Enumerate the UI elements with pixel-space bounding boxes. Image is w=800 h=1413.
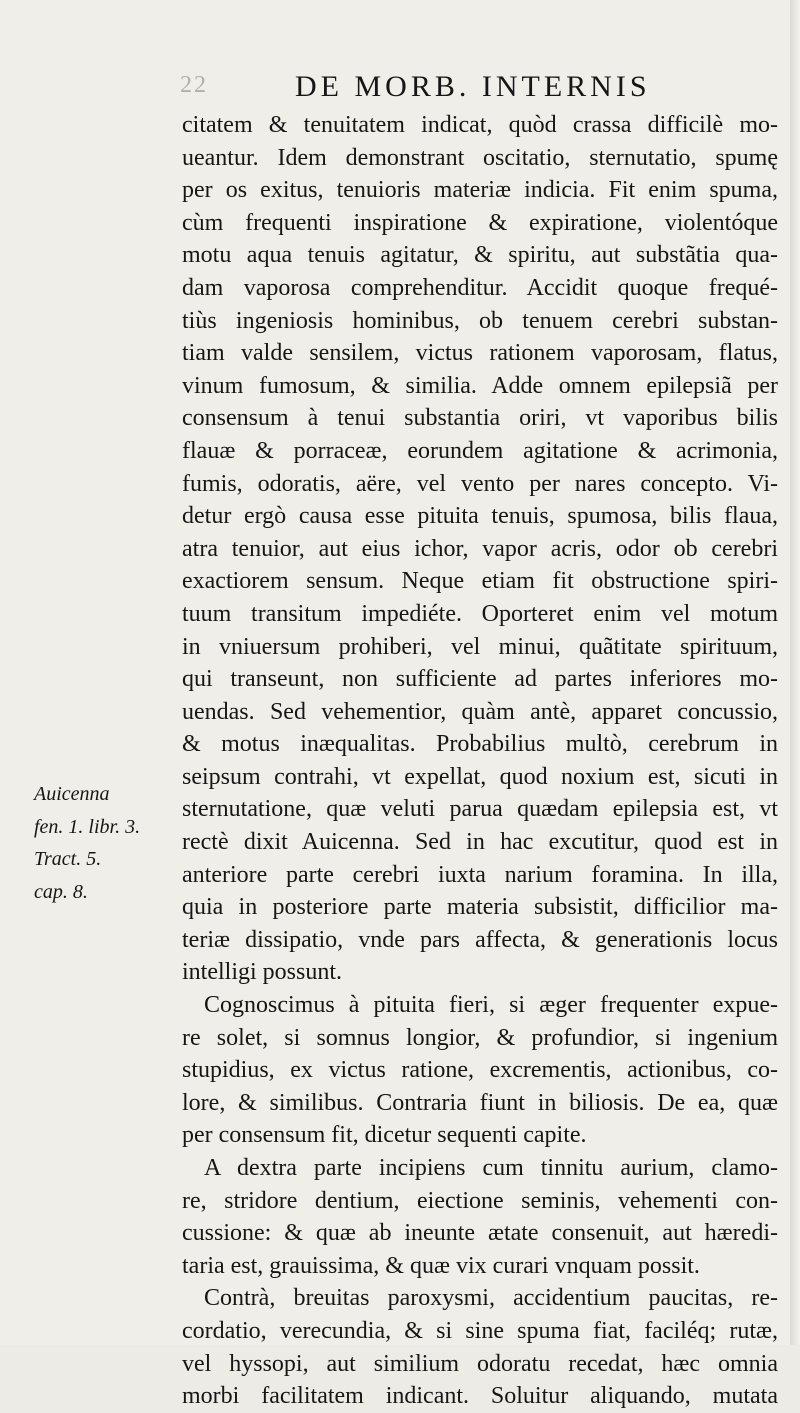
text-line: per consensum fit, dicetur sequenti capite. xyxy=(182,1122,587,1149)
text-line: lore, & similibus. Contraria fiunt in biliosis. De ea, quæ xyxy=(182,1089,778,1116)
margin-note-line: fen. 1. libr. 3. xyxy=(34,815,141,838)
text-line: stupidius, ex victus ratione, excrementis, actionibus, co- xyxy=(182,1057,778,1084)
margin-note-line: Auicenna xyxy=(34,783,110,805)
folio-number: 22 xyxy=(180,72,208,98)
text-line: & motus inæqualitas. Probabilius multò, cerebrum in xyxy=(182,731,778,758)
text-line: taria est, grauissima, & quæ vix curari vnquam possit. xyxy=(182,1252,700,1279)
page-edge xyxy=(790,0,800,1345)
running-head: DE MORB. INTERNIS xyxy=(295,70,651,103)
text-line: cùm frequenti inspiratione & expiratione, violentóque xyxy=(182,209,778,236)
text-line: morbi facilitatem indicant. Soluitur aliquando, mutata xyxy=(182,1383,778,1410)
text-line: tiam valde sensilem, victus rationem vaporosam, flatus, xyxy=(182,340,778,367)
paragraph-first-line: Cognoscimus à pituita fieri, si æger frequenter expue- xyxy=(204,992,778,1019)
text-line: flauæ & porraceæ, eorundem agitatione & acrimonia, xyxy=(182,437,778,464)
text-line: qui transeunt, non sufficiente ad partes inferiores mo- xyxy=(182,666,778,693)
text-line: intelligi possunt. xyxy=(182,959,343,986)
text-line: vel hyssopi, aut similium odoratu recedat, hæc omnia xyxy=(182,1350,778,1377)
text-line: teriæ dissipatio, vnde pars affecta, & generationis locus xyxy=(182,926,778,953)
text-line: sternutatione, quæ veluti parua quædam epilepsia est, vt xyxy=(182,796,778,823)
text-line: motu aqua tenuis agitatur, & spiritu, aut substãtia qua- xyxy=(182,242,778,269)
text-line: cordatio, verecundia, & si sine spuma fiat, faciléq; rutæ, xyxy=(182,1317,778,1344)
text-line: in vniuersum prohiberi, vel minui, quãtitate spirituum, xyxy=(182,633,778,660)
margin-note-line: cap. 8. xyxy=(34,880,88,903)
text-line: exactiorem sensum. Neque etiam fit obstructione spiri- xyxy=(182,568,778,595)
text-line: re, stridore dentium, eiectione seminis, vehementi con- xyxy=(182,1187,778,1214)
text-line: rectè dixit Auicenna. Sed in hac excutitur, quod est in xyxy=(182,829,778,856)
text-line: quia in posteriore parte materia subsistit, difficilior ma- xyxy=(182,894,778,921)
text-line: atra tenuior, aut eius ichor, vapor acris, odor ob cerebri xyxy=(182,535,778,562)
text-line: citatem & tenuitatem indicat, quòd crassa difficilè mo- xyxy=(182,112,778,138)
margin-note xyxy=(34,778,182,908)
text-line: dam vaporosa comprehenditur. Accidit quoque frequé- xyxy=(182,274,778,301)
text-line: detur ergò causa esse pituita tenuis, spumosa, bilis flaua, xyxy=(182,503,778,530)
text-line: re solet, si somnus longior, & profundior, si ingenium xyxy=(182,1024,778,1051)
paragraph-first-line: Contrà, breuitas paroxysmi, accidentium paucitas, re- xyxy=(204,1285,778,1312)
text-line: anteriore parte cerebri iuxta narium foramina. In illa, xyxy=(182,861,778,888)
text-line: seipsum contrahi, vt expellat, quod noxium est, sicuti in xyxy=(182,763,778,790)
body-text xyxy=(182,109,778,1413)
text-line: tuum transitum impediéte. Oporteret enim vel motum xyxy=(182,600,778,627)
text-line: per os exitus, tenuioris materiæ indicia. Fit enim spuma, xyxy=(182,177,778,204)
margin-note-line: Tract. 5. xyxy=(34,848,102,871)
text-line: vinum fumosum, & similia. Adde omnem epilepsiã per xyxy=(182,372,778,399)
paragraph-first-line: A dextra parte incipiens cum tinnitu aurium, clamo- xyxy=(204,1155,778,1181)
text-line: fumis, odoratis, aëre, vel vento per nares concepto. Vi- xyxy=(182,470,778,497)
text-line: tiùs ingeniosis hominibus, ob tenuem cerebri substan- xyxy=(182,307,778,334)
text-line: cussione: & quæ ab ineunte ætate consenuit, aut hæredi- xyxy=(182,1220,778,1247)
text-line: ueantur. Idem demonstrant oscitatio, sternutatio, spumę xyxy=(182,144,778,171)
text-line: consensum à tenui substantia oriri, vt vaporibus bilis xyxy=(182,405,778,432)
text-line: uendas. Sed vehementior, quàm antè, apparet concussio, xyxy=(182,698,778,725)
